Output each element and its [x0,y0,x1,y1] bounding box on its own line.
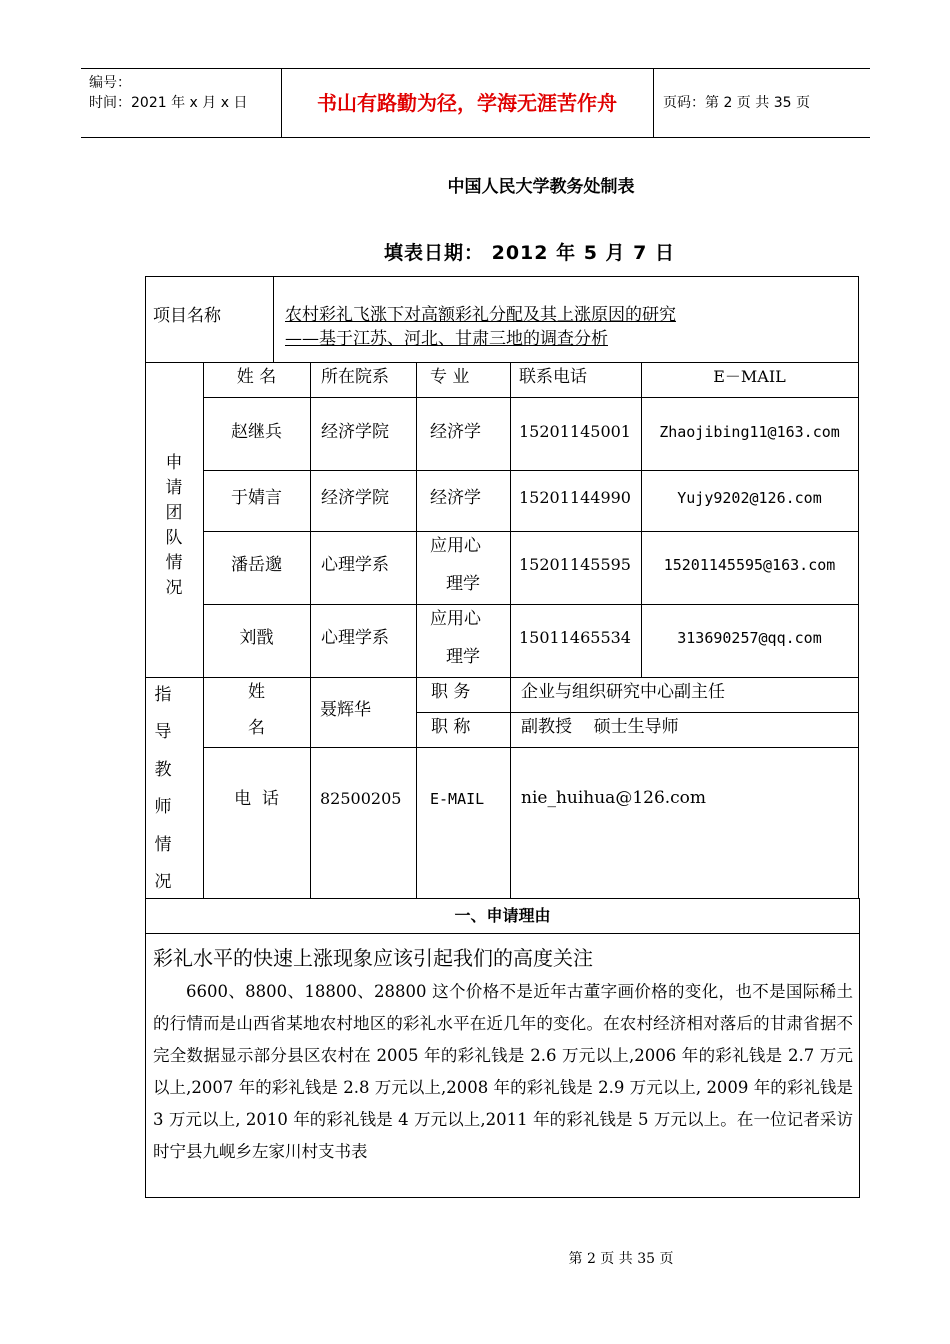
member-phone: 15201144990 [519,488,631,507]
header-divider [653,69,654,137]
team-header-major: 专 业 [430,367,470,387]
team-header-name: 姓 名 [236,367,277,387]
page-header [81,68,870,138]
team-header-phone: 联系电话 [519,367,587,387]
member-email: Yujy9202@126.com [677,489,822,507]
table-rule [416,712,859,713]
member-email: 15201145595@163.com [663,556,836,574]
member-major: 经济学 [430,422,481,442]
team-label-char: 况 [165,578,183,598]
reason-paragraph: 6600、8800、18800、28800 这个价格不是近年古董字画价格的变化，也不是国际稀土的行情而是山西省某地农村地区的彩礼水平在近几年的变化。在农村经济相对落后的甘肃省据不完全数据显示部分县区农村在 2005 年的彩礼钱是 2.6 万元以上,2006 年的彩礼钱是 2.7 万元以上,2007 年的彩礼钱是 2.8 万元以上,2008 年的彩礼钱是 2.9 万元以上, 2009 年的彩礼钱是 3 万元以上, 2010 年的彩礼钱是 4 万元以上,2011 年的彩礼钱是 5 万元以上。在一位记者采访时宁县九岘乡左家川村支书表 [153,982,853,1161]
member-email: 313690257@qq.com [677,629,822,647]
table-rule [203,397,859,398]
table-rule [203,531,859,532]
table-rule [145,276,859,277]
advisor-name-label-line1: 姓 [248,682,265,702]
fill-date: 填表日期： 2012 年 5 月 7 日 [384,242,676,264]
advisor-email: nie_huihua@126.com [521,788,707,808]
member-phone: 15201145595 [519,555,631,574]
reason-heading: 彩礼水平的快速上涨现象应该引起我们的高度关注 [153,946,593,970]
advisor-label-char: 指 [154,685,172,705]
team-label-char: 团 [165,503,183,523]
member-major-line2: 理学 [446,647,480,667]
table-rule [416,362,417,898]
advisor-name-label-line2: 名 [248,718,265,738]
reason-section-title: 一、申请理由 [146,899,859,934]
project-title-line1: 农村彩礼飞涨下对高额彩礼分配及其上涨原因的研究 [285,305,676,325]
member-phone: 15201145001 [519,422,631,441]
table-rule [203,747,859,748]
advisor-label-char: 情 [154,835,172,855]
team-label-char: 请 [165,478,183,498]
member-name: 赵继兵 [231,422,282,442]
application-form-table [145,276,859,898]
team-header-dept: 所在院系 [321,367,389,387]
table-rule [145,677,859,678]
table-rule [510,362,511,898]
member-major: 经济学 [430,488,481,508]
advisor-name: 聂辉华 [320,700,371,720]
project-name-label: 项目名称 [153,306,221,326]
team-label-char: 申 [165,453,183,473]
team-label-char: 队 [165,528,183,548]
doc-number-label: 编号： [89,75,131,91]
table-rule [273,276,274,362]
advisor-label-char: 师 [154,797,172,817]
member-major-line1: 应用心 [430,536,481,556]
page-footer: 第 2 页 共 35 页 [568,1251,674,1267]
advisor-phone-label: 电 话 [234,789,279,809]
member-dept: 心理学系 [321,555,389,575]
member-dept: 经济学院 [321,488,389,508]
header-meta [89,73,247,113]
form-maker: 中国人民大学教务处制表 [447,177,635,197]
advisor-phone: 82500205 [320,789,402,808]
advisor-email-label: E-MAIL [430,790,485,808]
member-dept: 心理学系 [321,628,389,648]
time-label: 时间：2021 年 x 月 x 日 [89,95,248,111]
team-label-char: 情 [165,553,183,573]
table-rule [203,604,859,605]
table-rule [858,276,859,898]
member-major-line2: 理学 [446,574,480,594]
member-name: 于婧言 [231,488,282,508]
table-rule [310,362,311,898]
header-motto: 书山有路勤为径，学海无涯苦作舟 [317,91,617,115]
advisor-title-label: 职 称 [431,717,471,737]
advisor-label-char: 况 [154,872,172,892]
member-name: 刘戬 [239,628,274,648]
advisor-post-label: 职 务 [431,682,471,702]
member-name: 潘岳邈 [231,555,282,575]
reason-section [145,898,860,1198]
advisor-title: 副教授 硕士生导师 [521,717,679,737]
member-dept: 经济学院 [321,422,389,442]
team-header-email: E－MAIL [713,367,786,386]
header-page-info: 页码：第 2 页 共 35 页 [663,95,810,111]
member-phone: 15011465534 [519,628,631,647]
member-major-line1: 应用心 [430,609,481,629]
project-title-line2: ——基于江苏、河北、甘肃三地的调查分析 [285,329,608,349]
table-rule [145,362,859,363]
advisor-label-char: 教 [154,760,172,780]
table-rule [203,470,859,471]
advisor-label-char: 导 [154,722,172,742]
member-email: Zhaojibing11@163.com [659,423,840,441]
advisor-post: 企业与组织研究中心副主任 [521,682,725,702]
